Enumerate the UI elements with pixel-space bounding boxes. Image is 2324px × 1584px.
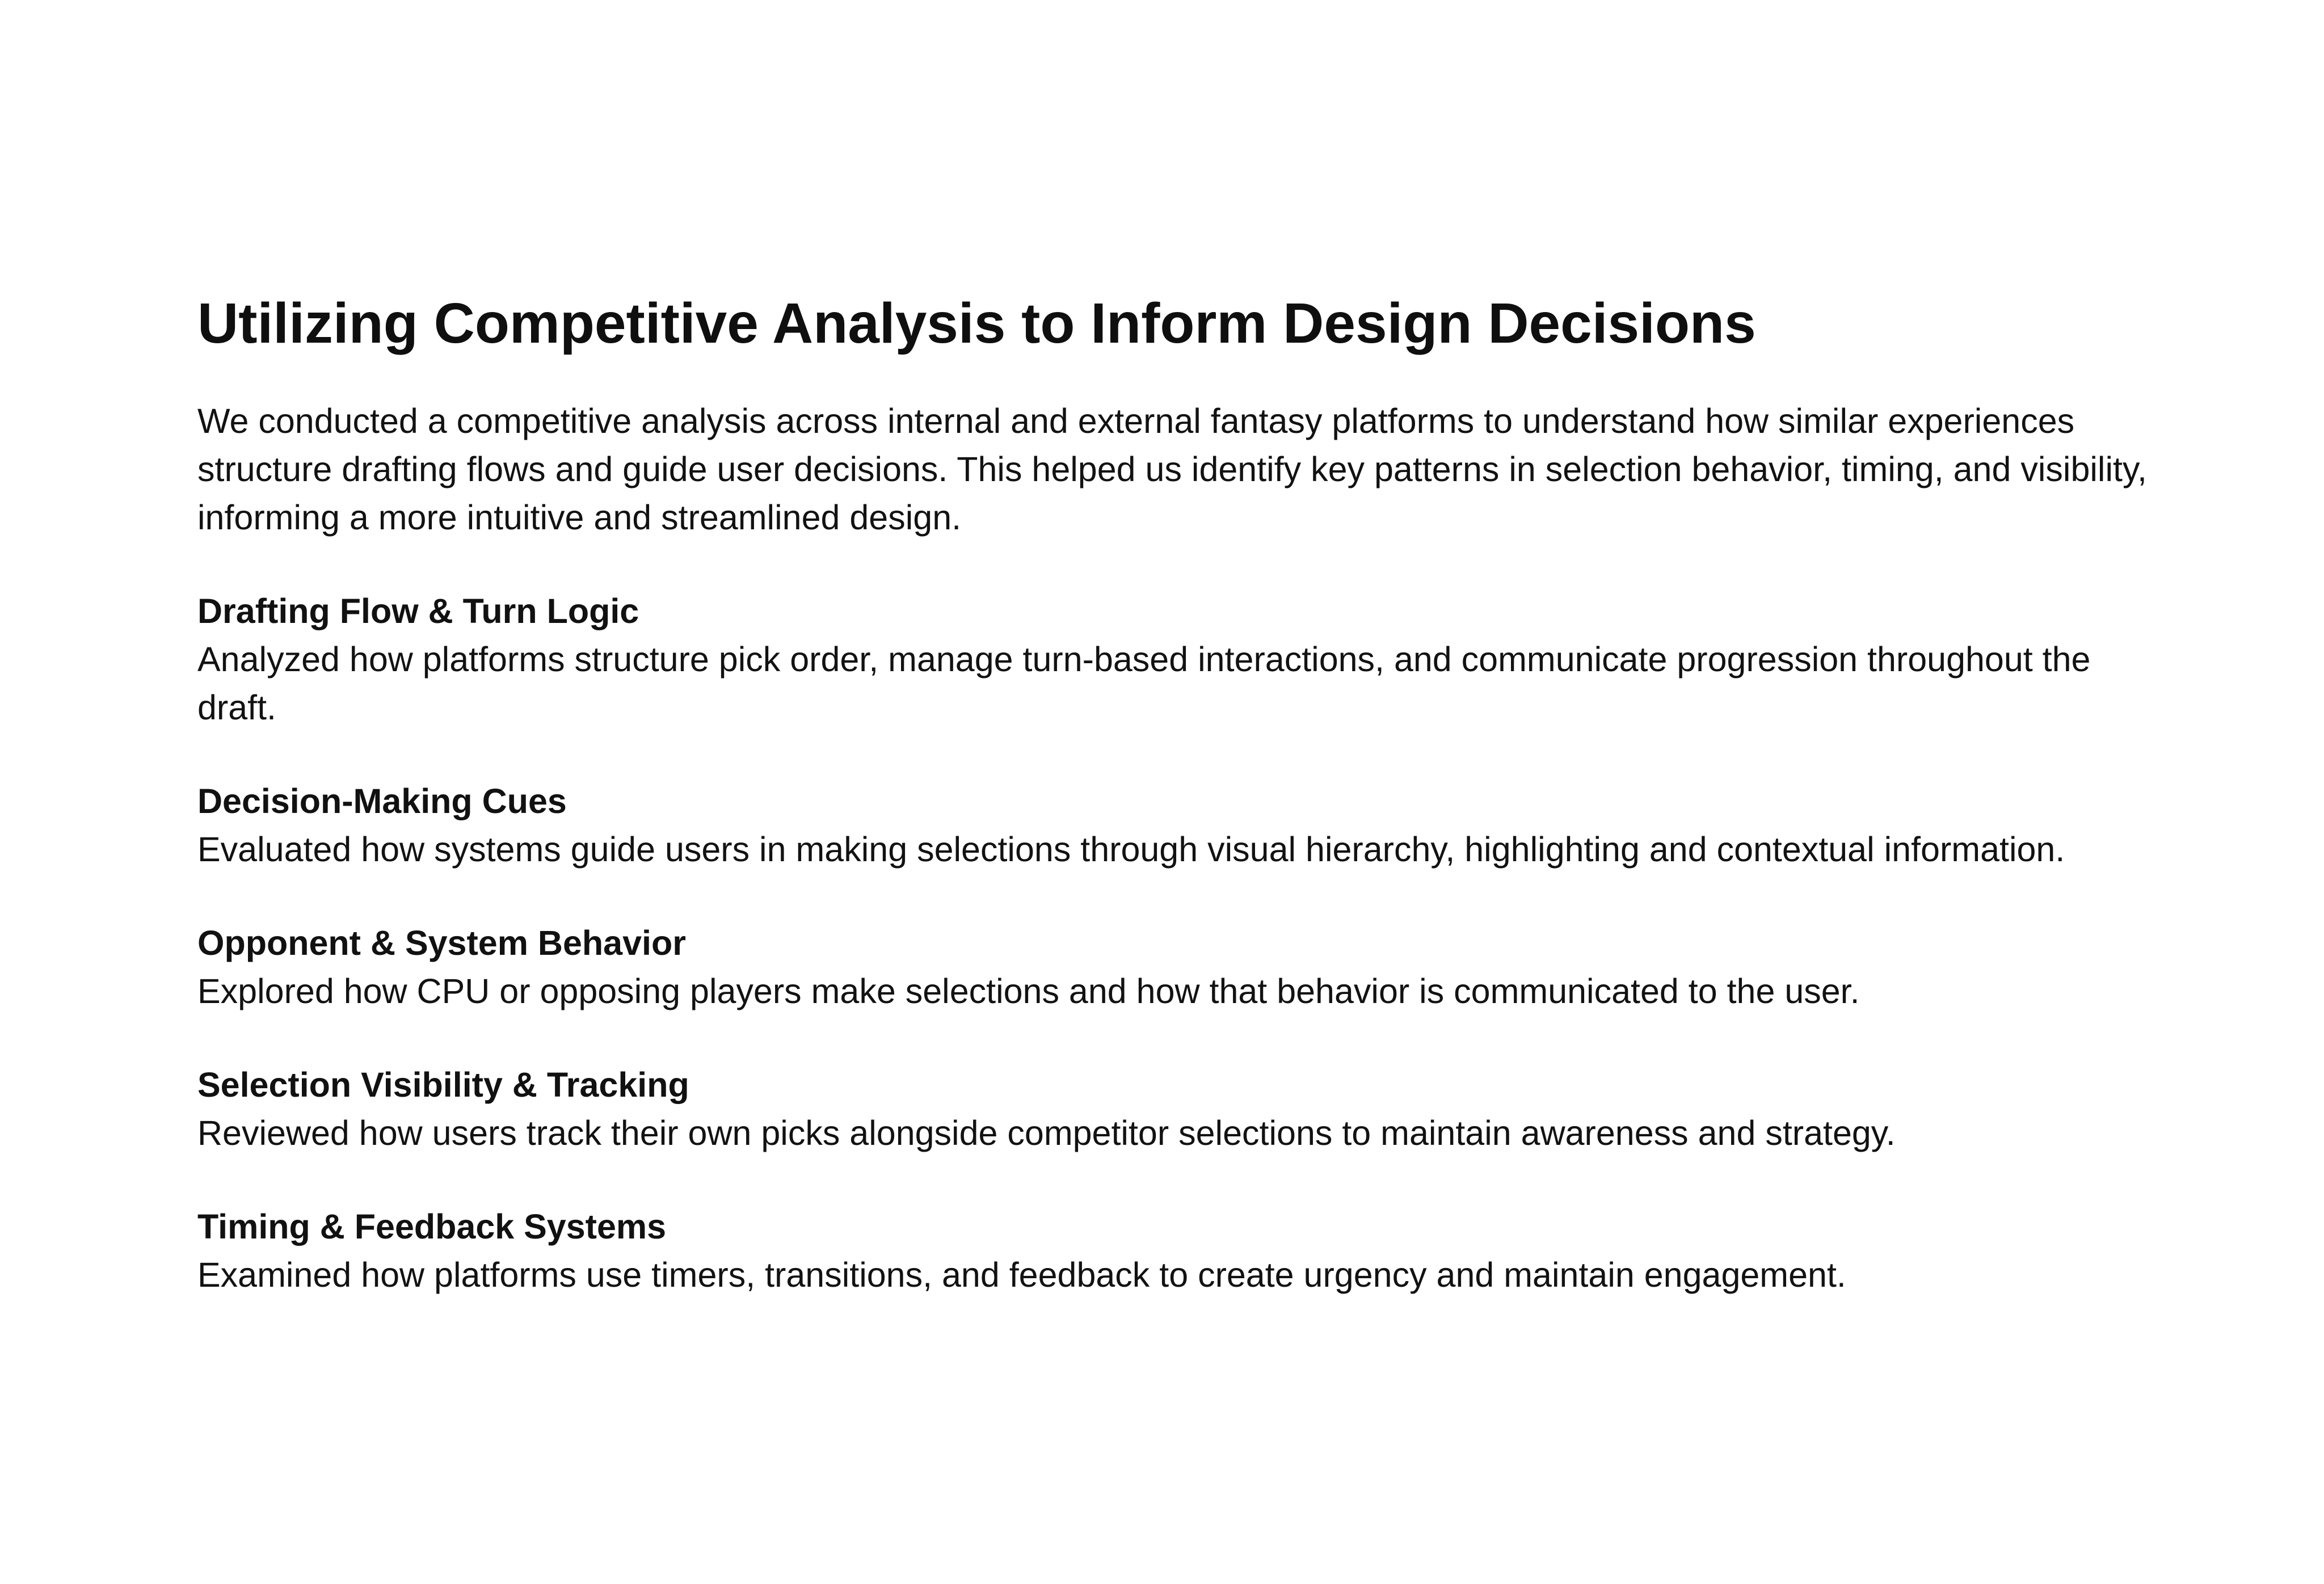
section-body: Evaluated how systems guide users in making selections through visual hierarchy, highlighting and contextual information. <box>197 830 2065 869</box>
section-timing-feedback <box>197 1203 2217 1299</box>
section-opponent-behavior <box>197 919 2217 1016</box>
section-heading: Selection Visibility & Tracking <box>197 1065 689 1104</box>
section-body: Explored how CPU or opposing players make selections and how that behavior is communicated to the user. <box>197 972 1860 1010</box>
section-heading: Drafting Flow & Turn Logic <box>197 592 639 630</box>
section-body: Reviewed how users track their own picks alongside competitor selections to maintain awareness and strategy. <box>197 1114 1896 1152</box>
section-selection-visibility <box>197 1061 2217 1157</box>
content-page <box>197 289 2217 1299</box>
section-body: Examined how platforms use timers, transitions, and feedback to create urgency and maintain engagement. <box>197 1256 1846 1294</box>
page-title: Utilizing Competitive Analysis to Inform Design Decisions <box>197 292 1756 355</box>
section-drafting-flow <box>197 587 2217 732</box>
section-decision-cues <box>197 777 2217 874</box>
section-heading: Decision-Making Cues <box>197 782 567 820</box>
section-heading: Timing & Feedback Systems <box>197 1207 667 1246</box>
intro-paragraph: We conducted a competitive analysis across internal and external fantasy platforms to understand how similar experiences structure drafting flows and guide user decisions. This helped us identify key patterns in selection behavior, timing, and visibility, informing a more intuitive and streamlined design. <box>197 402 2147 537</box>
section-body: Analyzed how platforms structure pick order, manage turn-based interactions, and communicate progression throughout the draft. <box>197 640 2091 727</box>
section-heading: Opponent & System Behavior <box>197 924 686 962</box>
